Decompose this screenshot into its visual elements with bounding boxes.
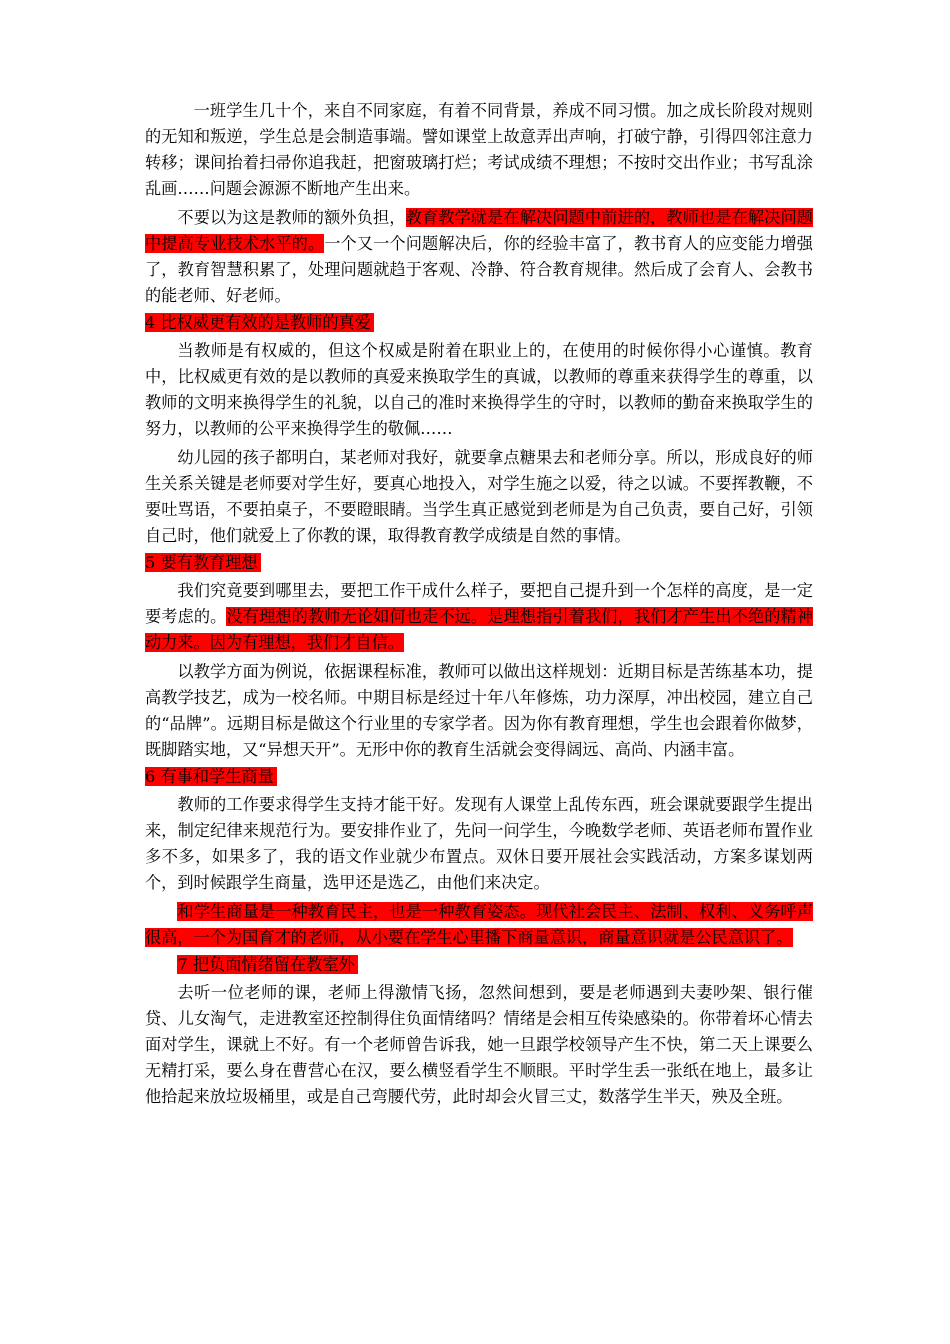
section-heading-5: 5 要有教育理想 <box>145 551 813 575</box>
highlighted-text: 没有理想的教师无论如何也走不远。是理想指引着我们，我们才产生出不绝的精神动力来。因为有理想，我们才自信。 <box>145 607 814 652</box>
section-heading-4: 4 比权威更有效的是教师的真爱 <box>145 311 813 335</box>
section-heading-6: 6 有事和学生商量 <box>145 765 813 789</box>
paragraph-5 <box>145 578 813 656</box>
paragraph-5-text-a: 我们究竟要到哪里去，要把工作干成什么样子，要把自己提升到一个怎样的高度，是一定要考虑的。 <box>145 581 813 626</box>
paragraph-1: 一班学生几十个，来自不同家庭，有着不同背景，养成不同习惯。加之成长阶段对规则的无知和叛逆，学生总是会制造事端。譬如课堂上故意弄出声响，打破宁静，引得四邻注意力转移；课间抬着扫帚你追我赶，把窗玻璃打烂；考试成绩不理想；不按时交出作业；书写乱涂乱画……问题会源源不断地产生出来。 <box>145 101 813 198</box>
highlighted-text: 和学生商量是一种教育民主，也是一种教育姿态。现代社会民主、法制、权利、义务呼声很高，一个为国育才的老师，从小要在学生心里播下商量意识，商量意识就是公民意识了。 <box>145 902 813 947</box>
paragraph-4: 幼儿园的孩子都明白，某老师对我好，就要拿点糖果去和老师分享。所以，形成良好的师生关系关键是老师要对学生好，要真心地投入，对学生施之以爱，待之以诚。不要挥教鞭，不要吐骂语，不要拍桌子，不要瞪眼睛。当学生真正感觉到老师是为自己负责，要自己好，引领自己时，他们就爱上了你教的课，取得教育教学成绩是自然的事情。 <box>145 448 813 545</box>
paragraph-6: 以教学方面为例说，依据课程标准，教师可以做出这样规划：近期目标是苦练基本功，提高教学技艺，成为一校名师。中期目标是经过十年八年修炼，功力深厚，冲出校园，建立自己的“品牌”。远期目标是做这个行业里的专家学者。因为你有教育理想，学生也会跟着你做梦，既脚踏实地，又“异想天开”。无形中你的教育生活就会变得阔远、高尚、内涵丰富。 <box>145 662 813 759</box>
document-body <box>145 98 813 1110</box>
paragraph-2-text-b: 一个又一个问题解决后，你的经验丰富了，教书育人的应变能力增强了，教育智慧积累了，处理问题就趋于客观、冷静、符合教育规律。然后成了会育人、会教书的能老师、好老师。 <box>145 234 813 305</box>
paragraph-7: 教师的工作要求得学生支持才能干好。发现有人课堂上乱传东西，班会课就要跟学生提出来，制定纪律来规范行为。要安排作业了，先问一问学生，今晚数学老师、英语老师布置作业多不多，如果多了，我的语文作业就少布置点。双休日要开展社会实践活动，方案多谋划两个，到时候跟学生商量，选甲还是选乙，由他们来决定。 <box>145 795 813 892</box>
paragraph-3: 当教师是有权威的，但这个权威是附着在职业上的，在使用的时候你得小心谨慎。教育中，比权威更有效的是以教师的真爱来换取学生的真诚，以教师的尊重来获得学生的尊重，以教师的文明来换得学生的礼貌，以自己的准时来换得学生的守时，以教师的勤奋来换取学生的努力，以教师的公平来换得学生的敬佩…… <box>145 341 813 438</box>
section-heading-7: 7 把负面情绪留在教室外 <box>145 953 813 977</box>
highlighted-text: 教育教学就是在解决问题中前进的，教师也是在解决问题中提高专业技术水平的。 <box>145 208 814 253</box>
paragraph-2 <box>145 205 813 309</box>
paragraph-2-text-a: 不要以为这是教师的额外负担， <box>177 208 406 227</box>
paragraph-8 <box>145 899 813 951</box>
paragraph-9: 去听一位老师的课，老师上得激情飞扬，忽然间想到，要是老师遇到夫妻吵架、银行催贷、儿女淘气，走进教室还控制得住负面情绪吗？情绪是会相互传染感染的。你带着坏心情去面对学生，课就上不好。有一个老师曾告诉我，她一旦跟学校领导产生不快，第二天上课要么无精打采，要么身在曹营心在汉，要么横竖看学生不顺眼。平时学生丢一张纸在地上，最多让他拾起来放垃圾桶里，或是自己弯腰代劳，此时却会火冒三丈，数落学生半天，殃及全班。 <box>145 983 813 1106</box>
